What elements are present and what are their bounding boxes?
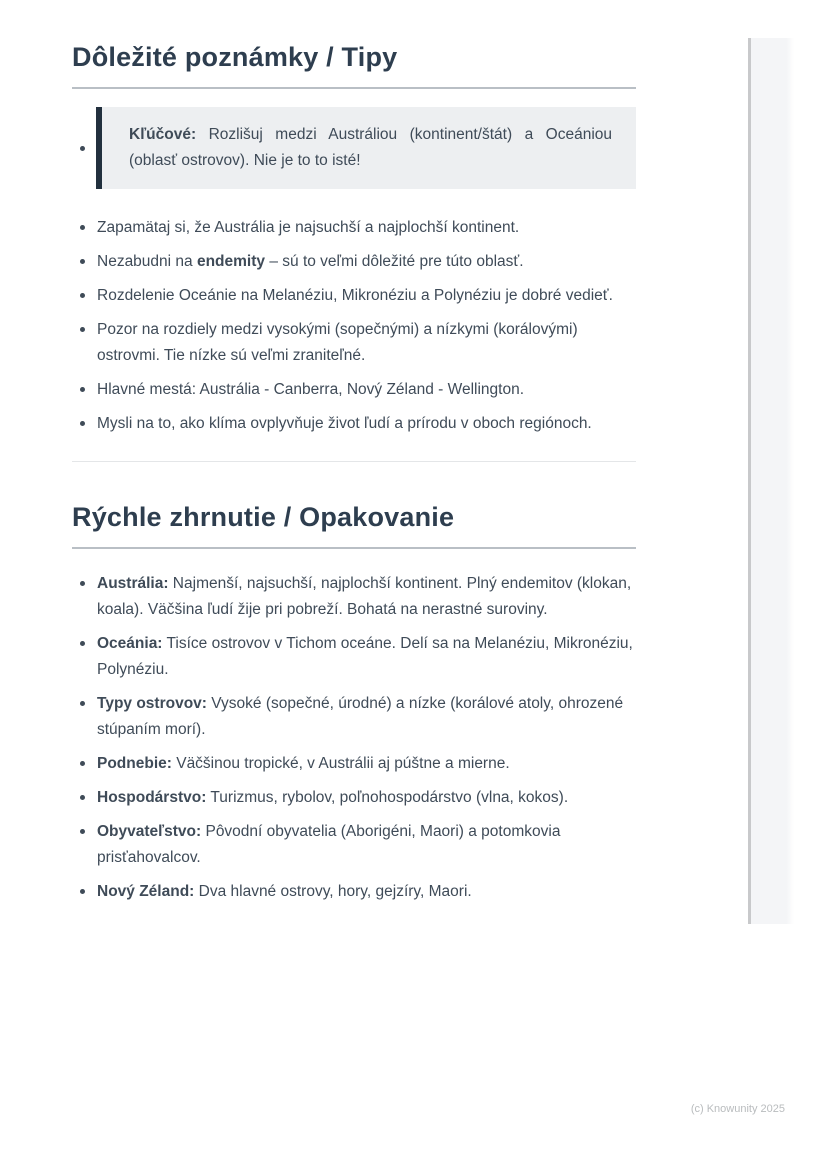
- plain-text: Rozlišuj medzi Austráliou (kontinent/štát) a Oceániou (oblasť ostrovov). Nie je to to isté!: [129, 126, 612, 169]
- bold-text: endemity: [196, 253, 266, 270]
- list-item-text: [97, 789, 568, 806]
- list-item-text: [97, 695, 623, 738]
- list-item-text: [97, 883, 472, 900]
- plain-text: Rozdelenie Oceánie na Melanéziu, Mikronéziu a Polynéziu je dobré vedieť.: [97, 287, 613, 304]
- bullet-icon: [80, 889, 85, 894]
- list-item: [72, 879, 636, 905]
- plain-text: Dva hlavné ostrovy, hory, gejzíry, Maori.: [194, 883, 472, 900]
- list-item: [72, 249, 636, 275]
- list-item: [72, 411, 636, 437]
- bold-text: Podnebie:: [97, 755, 172, 772]
- bullet-icon: [80, 581, 85, 586]
- plain-text: Turizmus, rybolov, poľnohospodárstvo (vlna, kokos).: [206, 789, 569, 806]
- bold-text: Nový Zéland:: [97, 883, 195, 900]
- bold-text: Obyvateľstvo:: [97, 823, 202, 840]
- bold-text: Hospodárstvo:: [97, 789, 207, 806]
- plain-text: Nezabudni na: [97, 253, 197, 270]
- bullet-icon: [80, 259, 85, 264]
- bullet-icon: [80, 795, 85, 800]
- bullet-icon: [80, 387, 85, 392]
- plain-text: Pozor na rozdiely medzi vysokými (sopečnými) a nízkymi (korálovými) ostrovmi. Tie nízke sú veľmi zraniteľné.: [97, 321, 578, 364]
- list-item-text: [97, 253, 524, 270]
- list-item-text: [97, 321, 578, 364]
- notes-bullet-list: [72, 215, 636, 437]
- list-item-text: [97, 823, 560, 866]
- plain-text: Väčšinou tropické, v Austrálii aj púštne a mierne.: [171, 755, 510, 772]
- plain-text: Vysoké (sopečné, úrodné) a nízke (korálové atoly, ohrozené stúpaním morí).: [97, 695, 624, 738]
- list-item: [72, 751, 636, 777]
- plain-text: Mysli na to, ako klíma ovplyvňuje život ľudí a prírodu v oboch regiónoch.: [97, 415, 592, 432]
- bullet-icon: [80, 641, 85, 646]
- list-item-text: [97, 415, 592, 432]
- list-item-text: [97, 635, 633, 678]
- summary-bullet-list: [72, 571, 636, 905]
- bullet-icon: [80, 225, 85, 230]
- bullet-icon: [80, 146, 85, 151]
- list-item-text: [97, 381, 524, 398]
- list-item: [72, 691, 636, 743]
- section-title-notes: Dôležité poznámky / Tipy: [72, 40, 636, 89]
- bullet-icon: [80, 293, 85, 298]
- list-item-text: [97, 575, 631, 618]
- plain-text: Hlavné mestá: Austrália - Canberra, Nový Zéland - Wellington.: [97, 381, 525, 398]
- bullet-icon: [80, 421, 85, 426]
- section-title-summary: Rýchle zhrnutie / Opakovanie: [72, 500, 636, 549]
- bullet-icon: [80, 327, 85, 332]
- list-item-text: [97, 219, 519, 236]
- section-notes: [72, 40, 636, 437]
- list-item: [72, 571, 636, 623]
- section-summary: [72, 500, 636, 905]
- page-content: [72, 40, 636, 913]
- list-item: [72, 631, 636, 683]
- plain-text: Zapamätaj si, že Austrália je najsuchší a najplochší kontinent.: [97, 219, 520, 236]
- page-edge-gutter: [748, 38, 794, 924]
- callout-text: [129, 126, 612, 169]
- list-item: [72, 215, 636, 241]
- bold-text: Oceánia:: [97, 635, 163, 652]
- list-item: [72, 785, 636, 811]
- bold-text: Austrália:: [97, 575, 169, 592]
- list-item: [72, 819, 636, 871]
- bullet-icon: [80, 829, 85, 834]
- plain-text: Najmenší, najsuchší, najplochší kontinent. Plný endemitov (klokan, koala). Väčšina ľudí žije pri pobreží. Bohatá na nerastné suroviny.: [97, 575, 632, 618]
- bold-text: Kľúčové:: [129, 126, 197, 143]
- bullet-icon: [80, 701, 85, 706]
- key-callout-box: [96, 107, 636, 189]
- list-item-text: [97, 287, 613, 304]
- list-item-text: [97, 755, 510, 772]
- plain-text: Pôvodní obyvatelia (Aborigéni, Maori) a potomkovia prisťahovalcov.: [97, 823, 561, 866]
- plain-text: – sú to veľmi dôležité pre túto oblasť.: [265, 253, 524, 270]
- plain-text: Tisíce ostrovov v Tichom oceáne. Delí sa na Melanéziu, Mikronéziu, Polynéziu.: [97, 635, 633, 678]
- list-item: [72, 377, 636, 403]
- footer-credit: (c) Knowunity 2025: [690, 1103, 785, 1115]
- list-item: [72, 283, 636, 309]
- list-item: [72, 317, 636, 369]
- section-divider: [72, 461, 636, 462]
- callout-row: [72, 107, 636, 189]
- bold-text: Typy ostrovov:: [97, 695, 207, 712]
- bullet-icon: [80, 761, 85, 766]
